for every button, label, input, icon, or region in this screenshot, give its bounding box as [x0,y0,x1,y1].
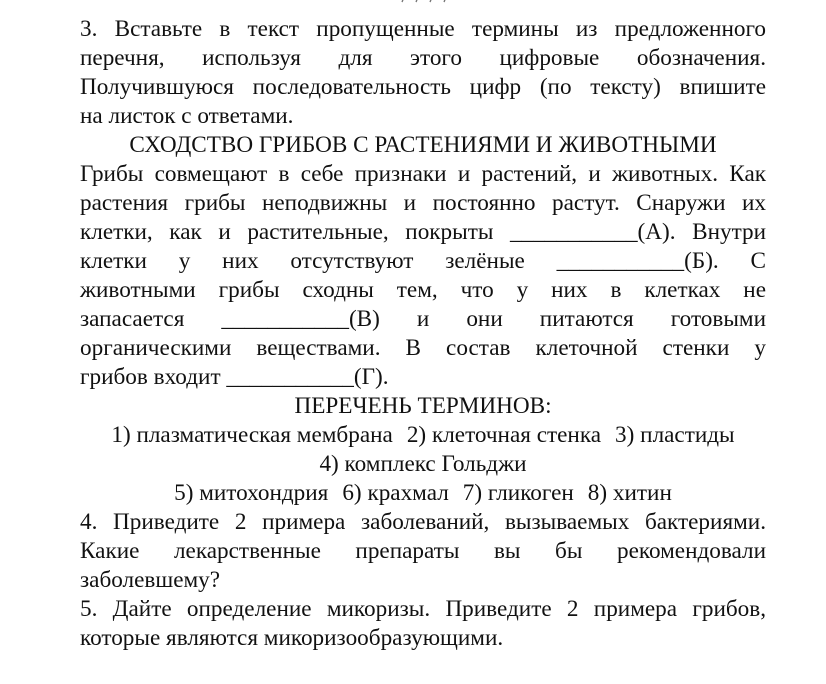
q3-instruction-line: перечня, используя для этого цифровые обозначения. [80,45,766,71]
q3-instruction-line: 3. Вставьте в текст пропущенные термины из предложенного [80,16,766,42]
term-item: 3) пластиды [615,422,735,448]
q3-instruction-line: на листок с ответами. [80,103,294,129]
q4-line: Какие лекарственные препараты вы бы рекомендовали [80,538,766,564]
terms-row [80,450,766,479]
term-item: 5) митохондрия [174,480,329,506]
text-line: Грибы совмещают в себе признаки и растений, и животных. Как [80,161,766,187]
question-4 [80,508,766,595]
q5-line: которые являются микоризообразующими. [80,625,504,651]
text-line: грибов входит ___________(Г). [80,364,389,390]
text-line: клетки у них отсутствуют зелёные ___________(Б). С [80,248,766,274]
term-item: 6) крахмал [342,480,449,506]
q4-line: 4. Приведите 2 примера заболеваний, вызываемых бактериями. [80,509,766,535]
terms-row [80,421,766,450]
question-3 [80,15,766,508]
terms-heading: ПЕРЕЧЕНЬ ТЕРМИНОВ: [294,393,552,419]
term-item: 2) клеточная стенка [406,422,602,448]
top-edge-marks [393,0,463,6]
text-line: запасается ___________(В) и они питаются готовыми [80,306,766,332]
question-5 [80,595,766,653]
text-line: органическими веществами. В состав клеточной стенки у [80,335,766,361]
worksheet-page [80,15,766,653]
text-line: клетки, как и растительные, покрыты ___________(А). Внутри [80,219,766,245]
q3-instruction-line: Получившуюся последовательность цифр (по тексту) впишите [80,74,766,100]
term-item: 1) плазматическая мембрана [111,422,393,448]
term-item: 8) хитин [587,480,672,506]
term-item: 4) комплекс Гольджи [319,451,527,477]
q5-line: 5. Дайте определение микоризы. Приведите 2 примера грибов, [80,596,766,622]
text-heading: СХОДСТВО ГРИБОВ С РАСТЕНИЯМИ И ЖИВОТНЫМИ [129,132,717,158]
q4-line: заболевшему? [80,567,221,593]
text-line: растения грибы неподвижны и постоянно растут. Снаружи их [80,190,766,216]
term-item: 7) гликоген [462,480,574,506]
terms-row [80,479,766,508]
text-line: животными грибы сходны тем, что у них в клетках не [80,277,766,303]
